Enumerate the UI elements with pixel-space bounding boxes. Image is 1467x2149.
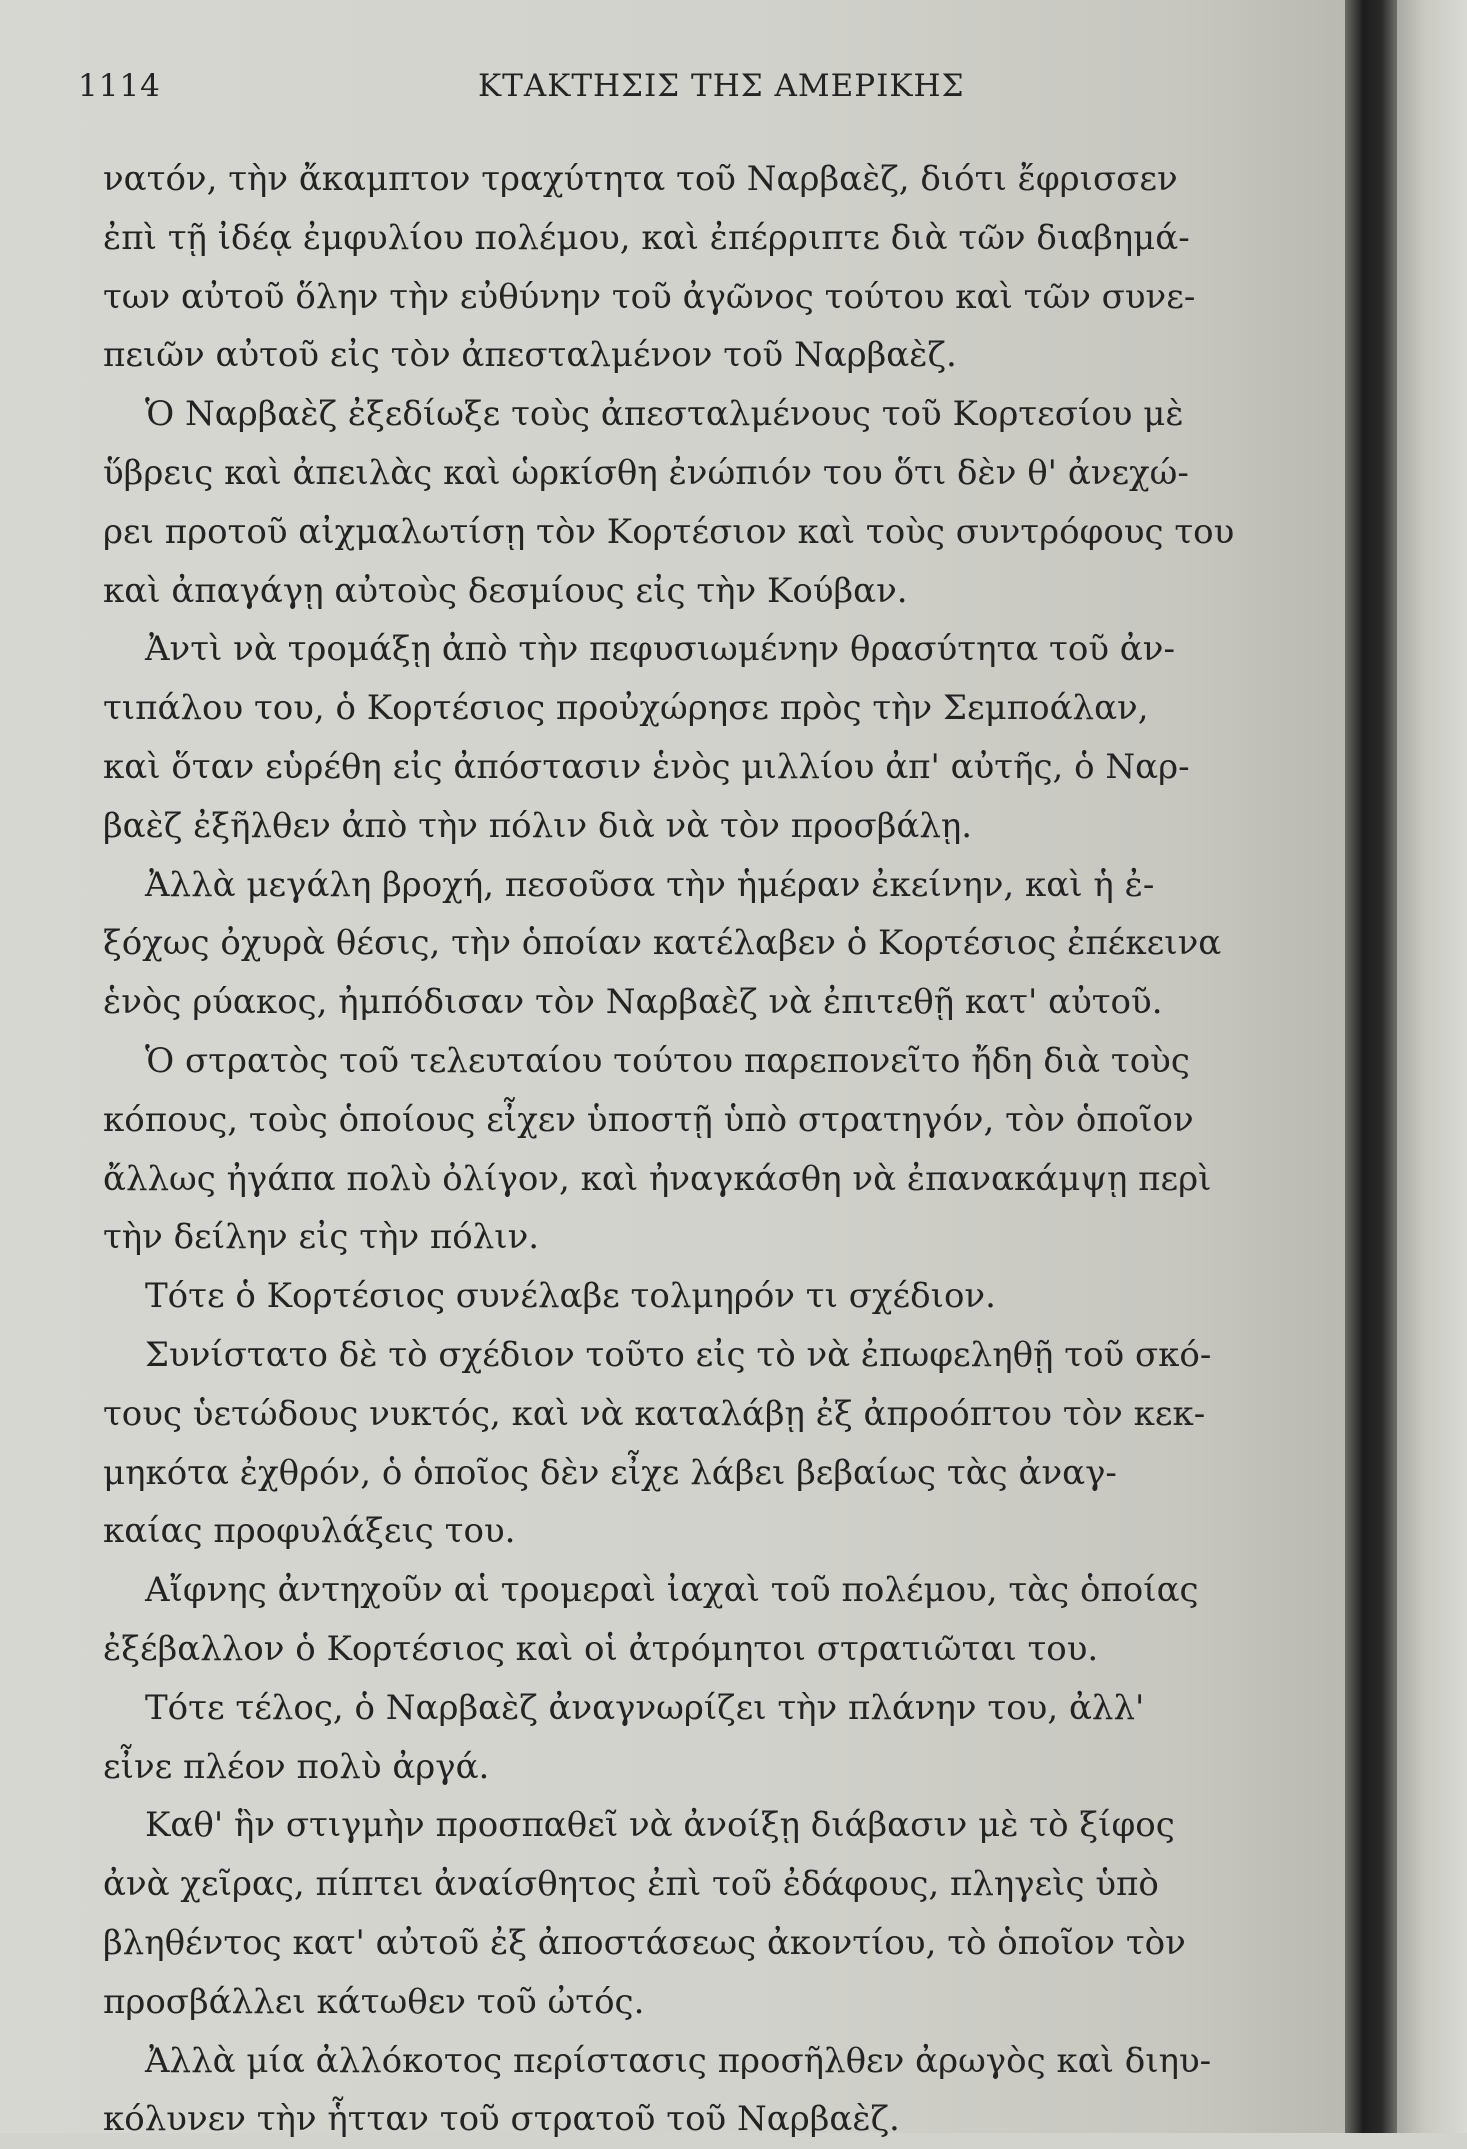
text-line: Καθ' ἣν στιγμὴν προσπαθεῖ νὰ ἀνοίξῃ διάβασιν μὲ τὸ ξίφος xyxy=(145,1805,1175,1846)
text-body xyxy=(103,150,1268,2149)
text-line: ἐπὶ τῇ ἰδέᾳ ἐμφυλίου πολέμου, καὶ ἐπέρριπτε διὰ τῶν διαβημά- xyxy=(103,217,1190,258)
text-line: των αὐτοῦ ὅλην τὴν εὐθύνην τοῦ ἀγῶνος τούτου καὶ τῶν συνε- xyxy=(103,276,1196,317)
text-line: τιπάλου του, ὁ Κορτέσιος προὐχώρησε πρὸς τὴν Σεμποάλαν, xyxy=(103,688,1149,729)
text-line: βληθέντος κατ' αὐτοῦ ἐξ ἀποστάσεως ἀκοντίου, τὸ ὁποῖον τὸν xyxy=(103,1922,1186,1963)
text-line: ἐξέβαλλον ὁ Κορτέσιος καὶ οἱ ἀτρόμητοι στρατιῶται του. xyxy=(103,1628,1099,1669)
text-line: ἄλλως ἠγάπα πολὺ ὀλίγον, καὶ ἠναγκάσθη νὰ ἐπανακάμψῃ περὶ xyxy=(103,1158,1212,1199)
text-line: Ὁ στρατὸς τοῦ τελευταίου τούτου παρεπονεῖτο ἤδη διὰ τοὺς xyxy=(145,1040,1190,1081)
text-line: ξόχως ὀχυρὰ θέσις, τὴν ὁποίαν κατέλαβεν ὁ Κορτέσιος ἐπέκεινα xyxy=(103,923,1222,964)
text-line: προσβάλλει κάτωθεν τοῦ ὠτός. xyxy=(103,1981,645,2022)
text-line: καὶ ὅταν εὑρέθη εἰς ἀπόστασιν ἑνὸς μιλλίου ἀπ' αὐτῆς, ὁ Ναρ- xyxy=(103,746,1190,787)
text-line: ἀνὰ χεῖρας, πίπτει ἀναίσθητος ἐπὶ τοῦ ἐδάφους, πληγεὶς ὑπὸ xyxy=(103,1864,1159,1905)
text-line: ρει προτοῦ αἰχμαλωτίσῃ τὸν Κορτέσιον καὶ τοὺς συντρόφους του xyxy=(103,511,1235,552)
text-line: κόλυνεν τὴν ἧτταν τοῦ στρατοῦ τοῦ Ναρβαὲζ. xyxy=(103,2099,900,2140)
text-line: τὴν δείλην εἰς τὴν πόλιν. xyxy=(103,1217,540,1258)
text-line: Αἴφνης ἀντηχοῦν αἱ τρομεραὶ ἰαχαὶ τοῦ πολέμου, τὰς ὁποίας xyxy=(145,1570,1199,1611)
text-line: ἑνὸς ρύακος, ἠμπόδισαν τὸν Ναρβαὲζ νὰ ἐπιτεθῇ κατ' αὐτοῦ. xyxy=(103,982,1163,1023)
text-line: μηκότα ἐχθρόν, ὁ ὁποῖος δὲν εἶχε λάβει βεβαίως τὰς ἀναγ- xyxy=(103,1452,1117,1493)
facing-page-edge xyxy=(1397,0,1467,2133)
book-spine xyxy=(1345,0,1397,2133)
text-line: Ἀντὶ νὰ τρομάξῃ ἀπὸ τὴν πεφυσιωμένην θρασύτητα τοῦ ἀν- xyxy=(145,629,1175,670)
text-line: Ἀλλὰ μία ἀλλόκοτος περίστασις προσῆλθεν ἀρωγὸς καὶ διηυ- xyxy=(145,2040,1212,2081)
text-line: καίας προφυλάξεις του. xyxy=(103,1511,516,1552)
page-number: 1114 xyxy=(78,68,161,104)
text-line: Συνίστατο δὲ τὸ σχέδιον τοῦτο εἰς τὸ νὰ ἐπωφεληθῇ τοῦ σκό- xyxy=(145,1334,1212,1375)
text-line: Τότε τέλος, ὁ Ναρβαὲζ ἀναγνωρίζει τὴν πλάνην του, ἀλλ' xyxy=(145,1687,1145,1728)
text-line: καὶ ἀπαγάγῃ αὐτοὺς δεσμίους εἰς τὴν Κούβαν. xyxy=(103,570,908,611)
text-line: εἶνε πλέον πολὺ ἀργά. xyxy=(103,1746,490,1787)
text-line: νατόν, τὴν ἄκαμπτον τραχύτητα τοῦ Ναρβαὲζ, διότι ἔφρισσεν xyxy=(103,159,1178,199)
running-head: ΚΤΑΚΤΗΣΙΣ ΤΗΣ ΑΜΕΡΙΚΗΣ xyxy=(478,68,965,104)
page-header xyxy=(78,68,1258,118)
text-line: κόπους, τοὺς ὁποίους εἶχεν ὑποστῇ ὑπὸ στρατηγόν, τὸν ὁποῖον xyxy=(103,1099,1194,1140)
text-line: Τότε ὁ Κορτέσιος συνέλαβε τολμηρόν τι σχέδιον. xyxy=(145,1276,996,1317)
text-line: βαὲζ ἐξῆλθεν ἀπὸ τὴν πόλιν διὰ νὰ τὸν προσβάλῃ. xyxy=(103,805,973,846)
text-line: Ἀλλὰ μεγάλη βροχή, πεσοῦσα τὴν ἡμέραν ἐκείνην, καὶ ἡ ἐ- xyxy=(145,864,1155,905)
text-line: πειῶν αὐτοῦ εἰς τὸν ἀπεσταλμένον τοῦ Ναρβαὲζ. xyxy=(103,335,957,376)
text-line: τους ὑετώδους νυκτός, καὶ νὰ καταλάβῃ ἐξ ἀπροόπτου τὸν κεκ- xyxy=(103,1393,1206,1434)
text-line: ὕβρεις καὶ ἀπειλὰς καὶ ὡρκίσθη ἐνώπιόν του ὅτι δὲν θ' ἀνεχώ- xyxy=(103,452,1189,493)
text-line: Ὁ Ναρβαὲζ ἐξεδίωξε τοὺς ἀπεσταλμένους τοῦ Κορτεσίου μὲ xyxy=(145,394,1184,435)
